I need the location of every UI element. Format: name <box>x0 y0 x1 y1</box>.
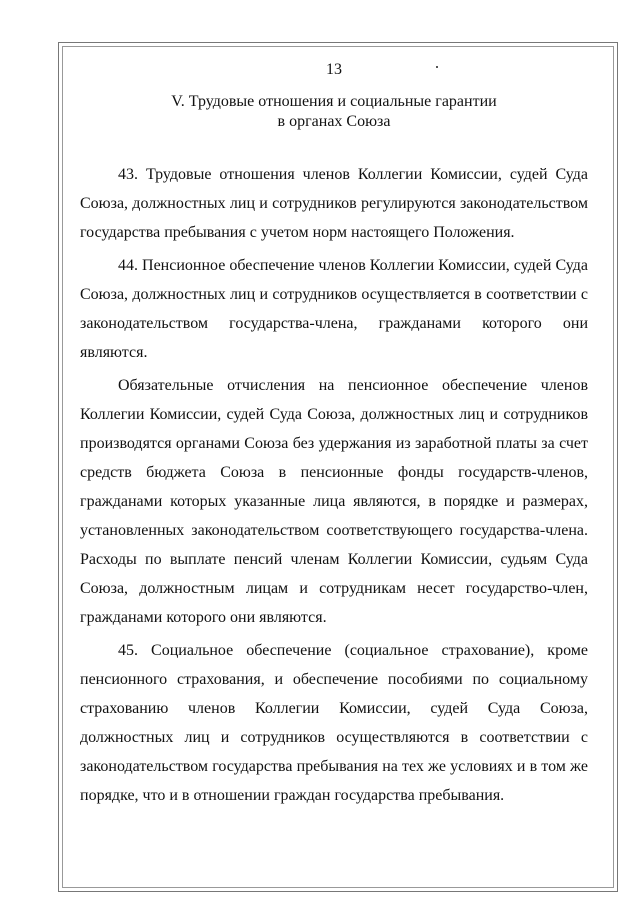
paragraph-44: 44. Пенсионное обеспечение членов Коллегии Комиссии, судей Суда Союза, должностных лиц и сотрудников осуществляется в соответствии с законодательством государства-члена, гражданами которого они являются. <box>80 257 588 361</box>
page-number: 13 <box>326 61 342 78</box>
section-title-line-1: V. Трудовые отношения и социальные гарантии <box>171 93 497 110</box>
paragraph-43: 43. Трудовые отношения членов Коллегии Комиссии, судей Суда Союза, должностных лиц и сотрудников регулируются законодательством государства пребывания с учетом норм настоящего Положения. <box>80 166 588 241</box>
document-body <box>80 60 588 814</box>
section-title-line-2: в органах Союза <box>277 113 391 130</box>
paragraph-45: 45. Социальное обеспечение (социальное страхование), кроме пенсионного страхования, и обеспечение пособиями по социальному страхованию членов Коллегии Комиссии, судей Суда Союза, должностных лиц и сотрудников осуществляются в соответствии с законодательством государства пребывания на тех же условиях и в том же порядке, что и в отношении граждан государства пребывания. <box>80 642 588 804</box>
section-title <box>80 92 588 132</box>
paragraph-44-contributions: Обязательные отчисления на пенсионное обеспечение членов Коллегии Комиссии, судей Суда Союза, должностных лиц и сотрудников производятся органами Союза без удержания из заработной платы за счет средств бюджета Союза в пенсионные фонды государств-членов, гражданами которых указанные лица являются, в порядке и размерах, установленных законодательством соответствующего государства-члена. Расходы по выплате пенсий членам Коллегии Комиссии, судьям Суда Союза, должностным лицам и сотрудникам несет государство-член, гражданами которого они являются. <box>80 377 588 626</box>
